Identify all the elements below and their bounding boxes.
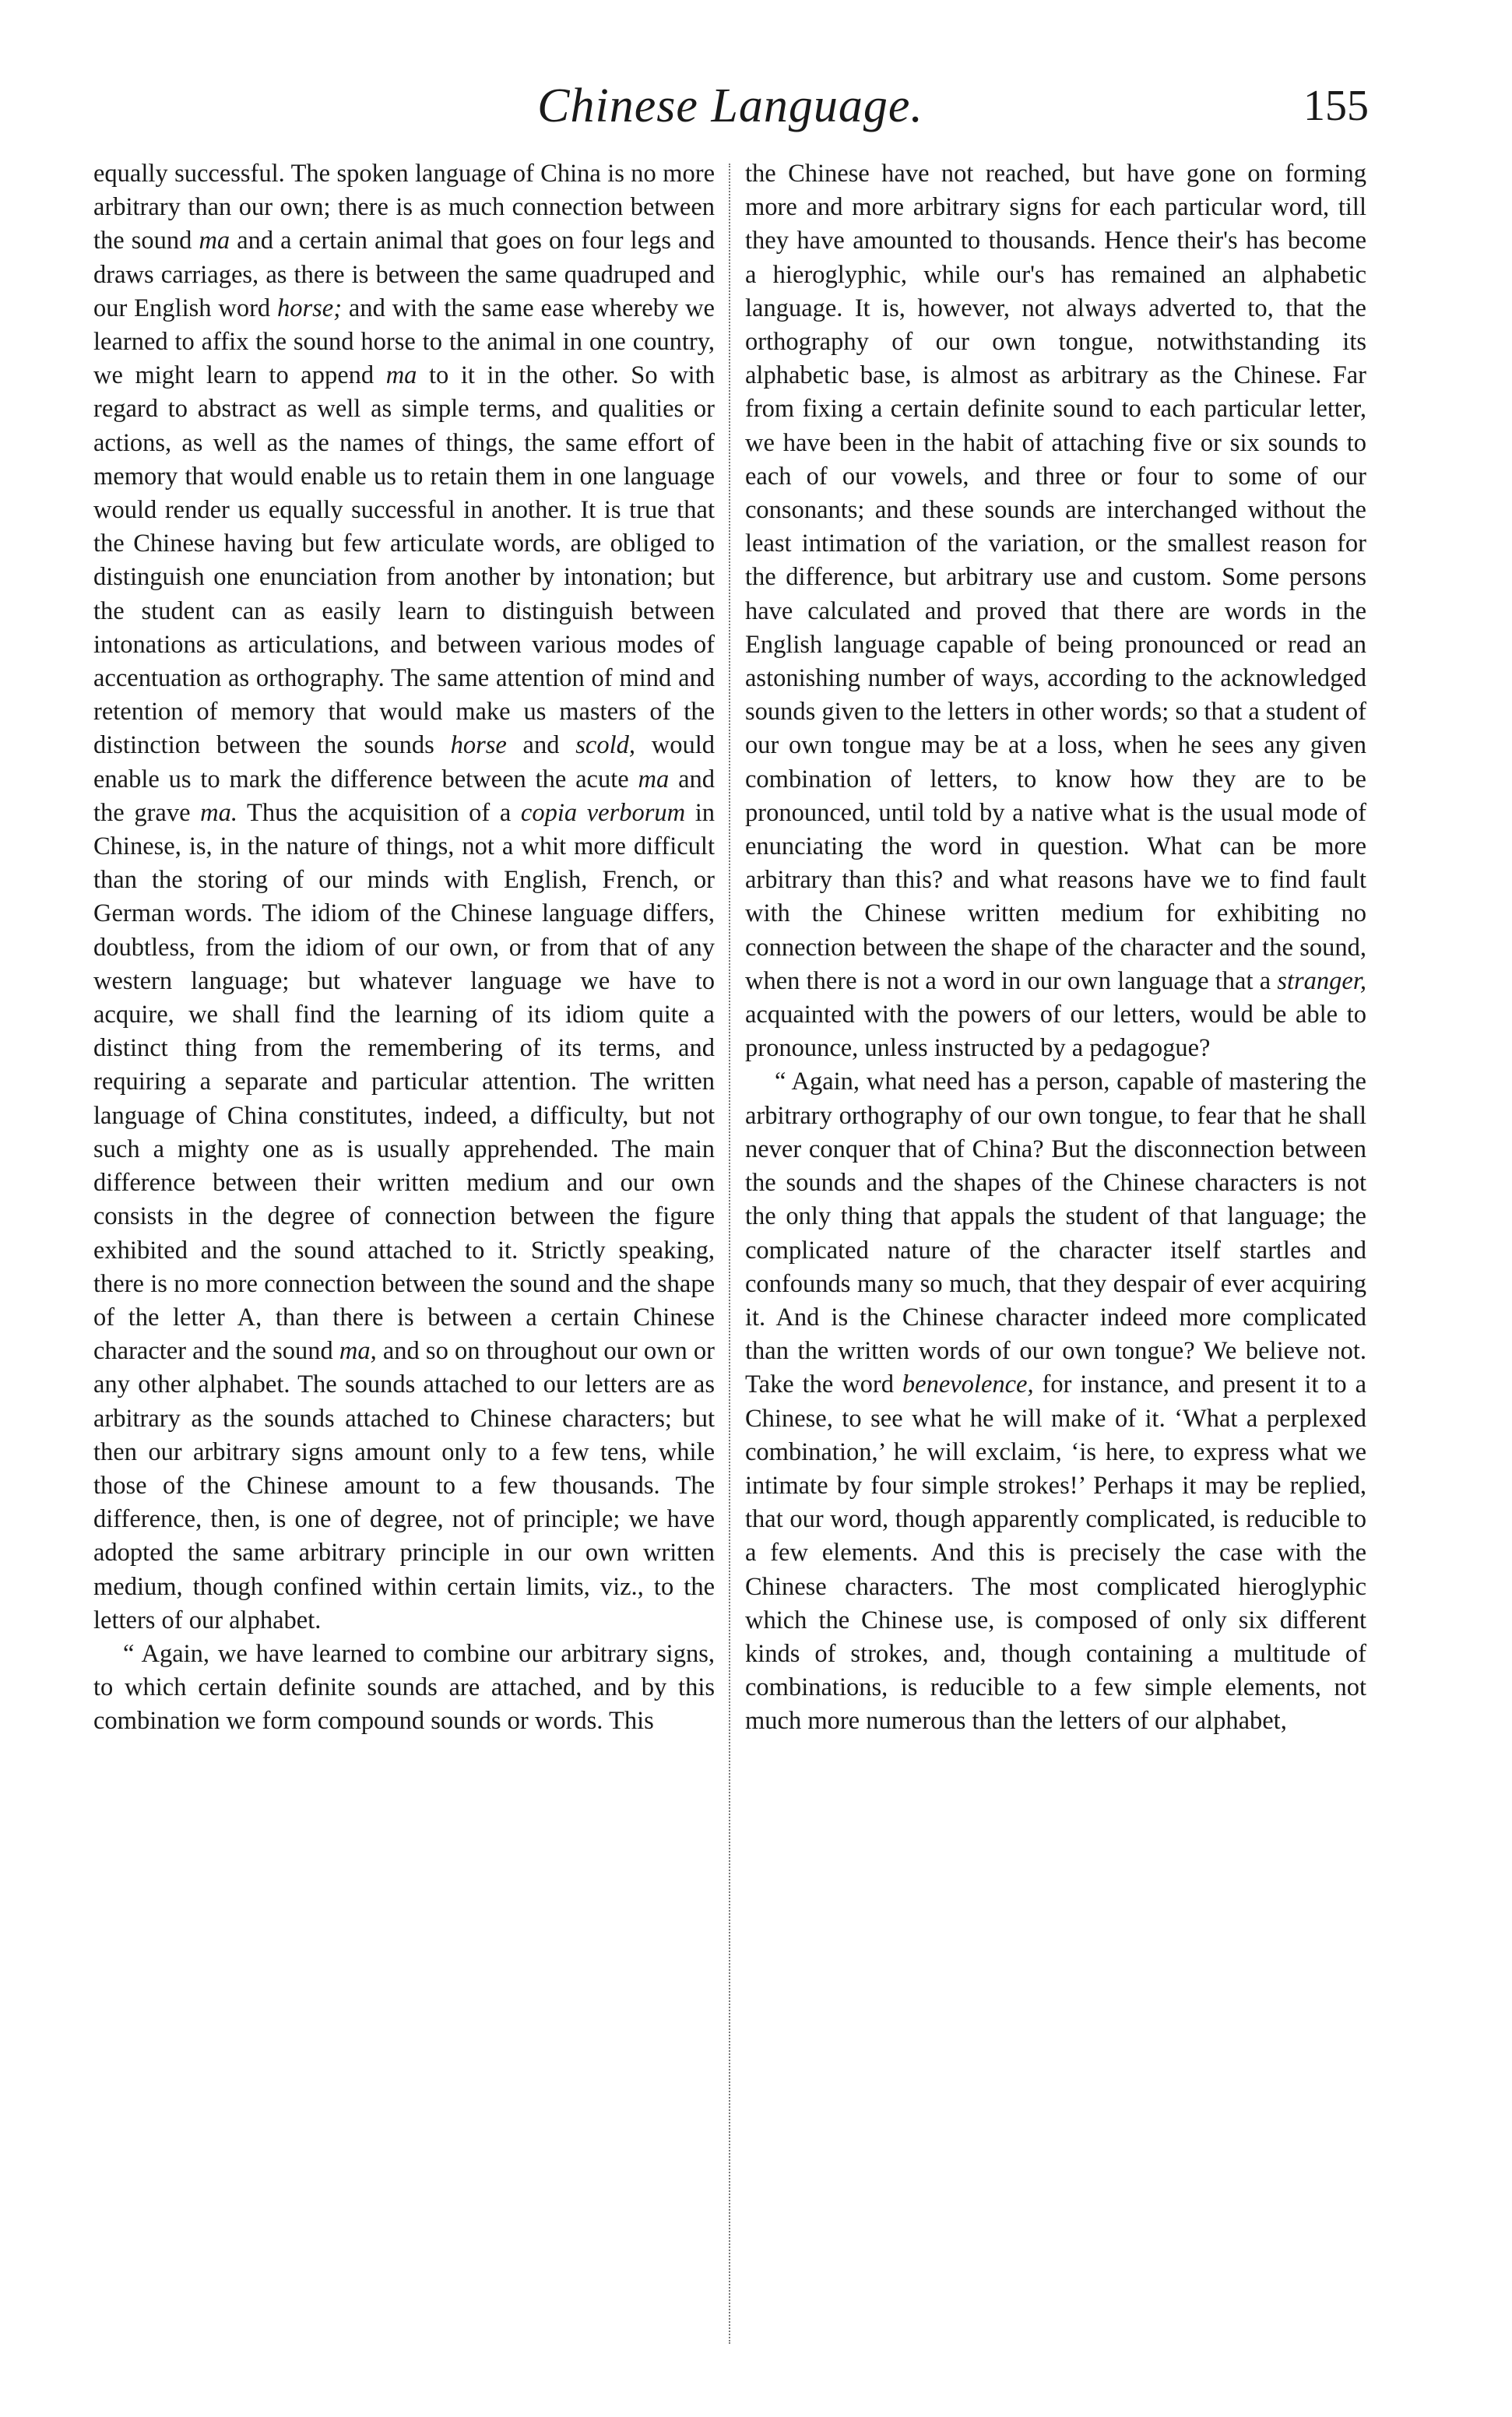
italic-term: copia verborum xyxy=(520,798,686,827)
text-run: to it in the other. So with regard to abstract as well as simple terms, and qualities or actions, as well as the names of things, the same effort of memory that would enable us to retain them in one language would render us equally successful in another. It is true that the Chinese having but few articulate words, are obliged to distinguish one enunciation from another by intonation; but the student can as easily learn to distinguish between intonations as articulations, and between various modes of accentuation as orthography. The same attention of mind and retention of memory that would make us masters of the distinction between the sounds xyxy=(93,361,715,760)
text-run: and so on throughout our own or any other alphabet. The sounds attached to our letters are as arbitrary as the sounds attached to Chinese characters; but then our arbitrary signs amount only to a few tens, while those of the Chinese amount to a few thousands. The difference, then, is one of degree, not of principle; we have adopted the same arbitrary principle in our own written medium, though confined within certain limits, viz., to the letters of our alphabet. xyxy=(93,1337,715,1634)
running-head xyxy=(92,75,1369,137)
text-run: “ Again, what need has a person, capable of mastering the arbitrary orthography of our own tongue, to fear that he shall never conquer that of China? But the disconnection between the sounds and the shapes of the Chinese characters is not the only thing that appals the student of that language; the complicated nature of the character itself startles and confounds many so much, that they despair of ever acquiring it. And is the Chinese character indeed more complicated than the written words of our own tongue? We believe not. Take the word xyxy=(745,1068,1366,1399)
text-run: would enable us to mark the difference between the acute xyxy=(93,731,715,793)
text-run: and a certain animal that goes on four legs and draws carriages, as there is between the same quadruped and our English word xyxy=(93,227,715,322)
text-run: Thus the acquisition of a xyxy=(237,798,521,827)
italic-term: stranger, xyxy=(1277,966,1366,995)
text-run: equally successful. The spoken language of China is no more arbitrary than our own; there is as much connection between the sound xyxy=(93,160,715,255)
paragraph xyxy=(745,157,1366,1065)
italic-term: horse xyxy=(450,731,507,760)
running-title: Chinese Language. xyxy=(537,79,923,132)
column-divider xyxy=(729,164,730,2344)
left-column xyxy=(93,157,715,2353)
italic-term: ma xyxy=(638,765,670,793)
italic-term: horse; xyxy=(277,294,343,322)
paragraph: “ Again, we have learned to combine our arbitrary signs, to which certain definite sounds are attached, and by this combination we form compound sounds or words. This xyxy=(93,1639,715,1736)
italic-term: benevolence, xyxy=(902,1370,1034,1399)
paragraph xyxy=(745,1065,1366,1738)
italic-term: ma xyxy=(385,361,417,390)
text-run: acquainted with the powers of our letters, would be able to pronounce, unless instructed by a pedagogue? xyxy=(745,1001,1366,1063)
italic-term: ma xyxy=(199,227,230,255)
right-column xyxy=(745,157,1366,2353)
italic-term: ma. xyxy=(200,798,237,827)
text-run: and the grave xyxy=(93,765,715,827)
text-run: and xyxy=(506,731,576,760)
paragraph xyxy=(93,157,715,1638)
text-run: for instance, and present it to a Chinese, to see what he will make of it. ‘What a perplexed combination,’ he will exclaim, ‘is here, to express what we intimate by four simple strokes!’ Perhaps it may be replied, that our word, though apparently complicated, is reducible to a few elements. And this is precisely the case with the Chinese characters. The most complicated hieroglyphic which the Chinese use, is composed of only six different kinds of strokes, and, though containing a multitude of combinations, is reducible to a few simple elements, not much more numerous than the letters of our alphabet, xyxy=(745,1370,1366,1736)
text-run: the Chinese have not reached, but have gone on forming more and more arbitrary signs for each particular word, till they have amounted to thousands. Hence their's has become a hieroglyphic, while our's has remained an alphabetic language. It is, however, not always adverted to, that the orthography of our own tongue, notwithstanding its alphabetic base, is almost as arbitrary as the Chinese. Far from fixing a certain definite sound to each particular letter, we have been in the habit of attaching five or six sounds to each of our vowels, and three or four to some of our consonants; and these sounds are interchanged without the least intimation of the variation, or the smallest reason for the difference, but arbitrary use and custom. Some persons have calculated and proved that there are words in the English language capable of being pronounced or read an astonishing number of ways, according to the acknowledged sounds given to the letters in other words; so that a student of our own tongue may be at a loss, when he sees any given combination of letters, to know how they are to be pronounced, until told by a native what is the usual mode of enunciating the word in question. What can be more arbitrary than this? and what reasons have we to find fault with the Chinese written medium for exhibiting no connection between the shape of the character and the sound, when there is not a word in our own language that a xyxy=(745,160,1366,995)
text-run: in Chinese, is, in the nature of things, not a whit more difficult than the storing of our minds with English, French, or German words. The idiom of the Chinese language differs, doubtless, from the idiom of our own, or from that of any western language; but whatever language we have to acquire, we shall find the learning of its idiom quite a distinct thing from the remembering of its terms, and requiring a separate and particular attention. The written language of China constitutes, indeed, a difficulty, but not such a mighty one as is usually apprehended. The main difference between their written medium and our own consists in the degree of connection between the figure exhibited and the sound attached to it. Strictly speaking, there is no more connection between the sound and the shape of the letter A, than there is between a certain Chinese character and the sound xyxy=(93,798,715,1366)
text-run: and with the same ease whereby we learned to affix the sound horse to the animal in one country, we might learn to append xyxy=(93,294,715,390)
italic-term: ma, xyxy=(339,1337,377,1366)
page-number: 155 xyxy=(1303,82,1369,130)
italic-term: scold, xyxy=(575,731,635,760)
